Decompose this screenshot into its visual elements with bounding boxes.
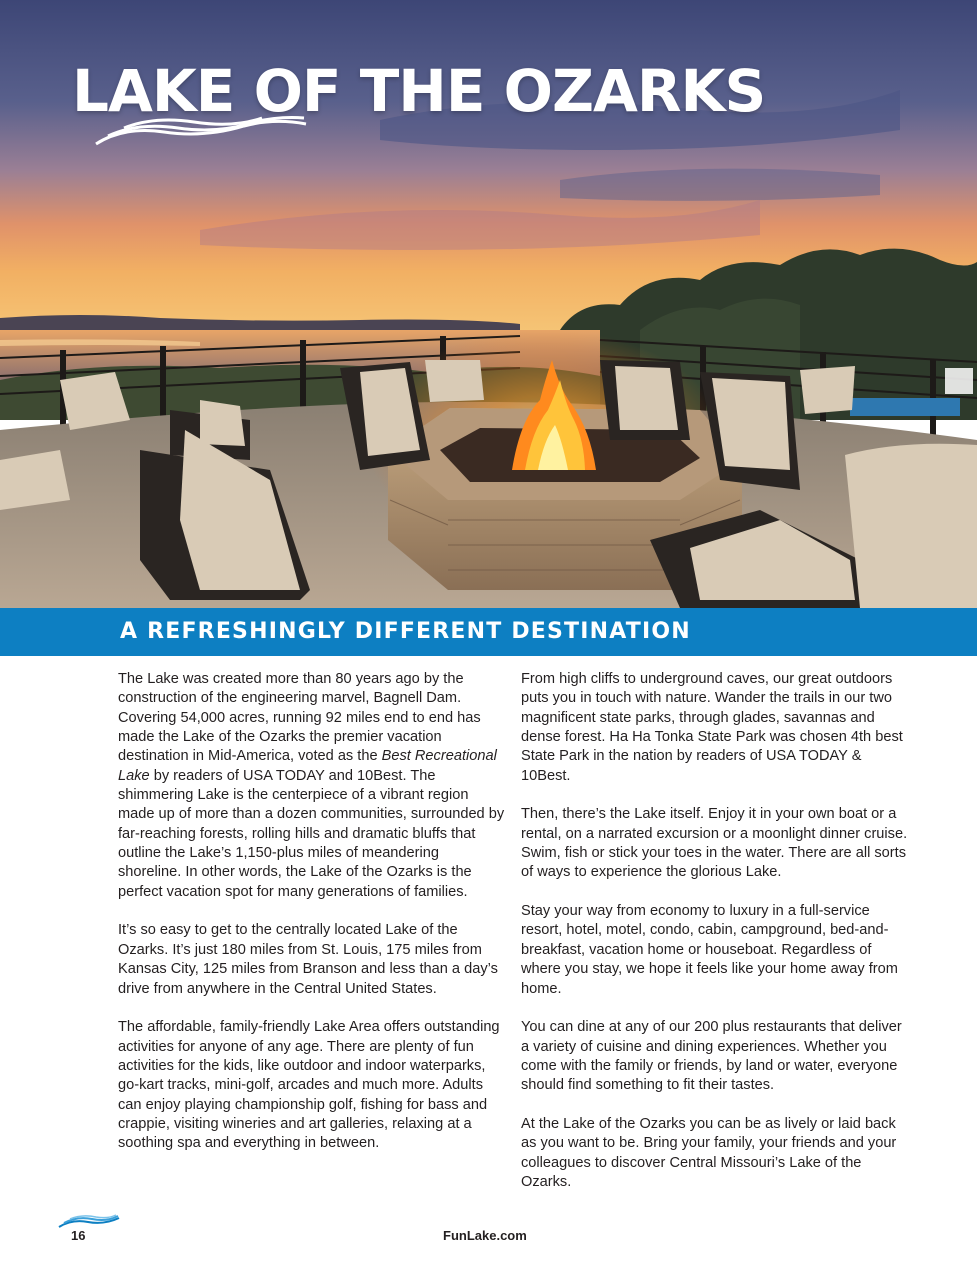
section-heading: A REFRESHINGLY DIFFERENT DESTINATION: [120, 619, 691, 644]
paragraph: Then, there’s the Lake itself. Enjoy it in your own boat or a rental, on a narrated excursion or a moonlight dinner cruise. Swim, fish or stick your toes in the water. There are all sorts of ways to experience the glorious Lake.: [521, 806, 908, 881]
paragraph: Stay your way from economy to luxury in a full-service resort, hotel, motel, condo, cabin, campground, bed-and-breakfast, vacation home or houseboat. Regardless of where you stay, we hope it feels like your home away from home.: [521, 903, 898, 997]
award-title: Best Recreational Lake: [118, 748, 497, 784]
page-number: 16: [71, 1228, 86, 1243]
website-link[interactable]: FunLake.com: [443, 1228, 527, 1243]
paragraph: [118, 670, 506, 902]
paragraph: The affordable, family-friendly Lake Area offers outstanding activities for anyone of any age. There are plenty of fun activities for the kids, like outdoor and indoor waterparks, go-kart tracks, mini-golf, arcades and much more. Adults can enjoy playing championship golf, fishing for bass and crappie, visiting wineries and art galleries, relaxing at a soothing spa and everything in between.: [118, 1019, 500, 1152]
article-column-right: [521, 670, 909, 1212]
paragraph-text: The Lake was created more than 80 years ago by the construction of the engineering marvel, Bagnell Dam. Covering 54,000 acres, running 92 miles end to end has made the Lake of the Ozarks the premier vacation destination in Mid-America, voted as the: [118, 671, 481, 765]
wave-ornament-icon: [94, 112, 309, 152]
paragraph-text: by readers of USA TODAY and 10Best. The shimmering Lake is the centerpiece of a vibrant region made up of more than a dozen communities, surrounded by far-reaching forests, rolling hills and dramatic bluffs that outline the Lake’s 1,150-plus miles of meandering shoreline. In other words, the Lake of the Ozarks is the perfect vacation spot for many generations of families.: [118, 767, 505, 900]
section-banner: [0, 608, 977, 656]
article-column-left: [118, 670, 506, 1173]
page-title: LAKE OF THE OZARKS: [72, 57, 766, 125]
paragraph: At the Lake of the Ozarks you can be as lively or laid back as you want to be. Bring your family, your friends and your colleagues to discover Central Missouri’s Lake of the Ozarks.: [521, 1115, 897, 1190]
wave-logo-icon: [58, 1214, 120, 1230]
paragraph: You can dine at any of our 200 plus restaurants that deliver a variety of cuisine and dining experiences. Whether you come with the family or friends, by land or water, everyone should find something to fit their tastes.: [521, 1019, 902, 1094]
paragraph: From high cliffs to underground caves, our great outdoors puts you in touch with nature. Wander the trails in our two magnificent state parks, through glades, savannas and dense forest. Ha Ha Tonka State Park was chosen 4th best State Park in the nation by readers of USA TODAY & 10Best.: [521, 671, 903, 784]
paragraph: It’s so easy to get to the centrally located Lake of the Ozarks. It’s just 180 miles from St. Louis, 175 miles from Kansas City, 125 miles from Branson and less than a day’s drive from anywhere in the Central United States.: [118, 922, 498, 997]
